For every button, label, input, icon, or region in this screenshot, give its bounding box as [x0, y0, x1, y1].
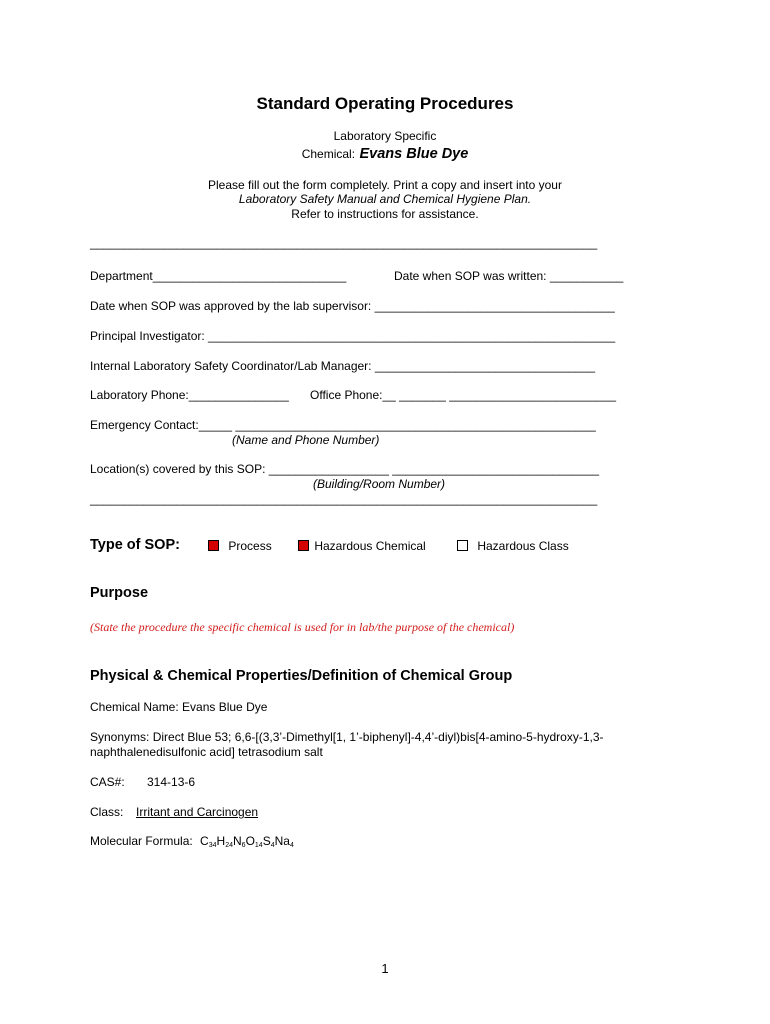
hazardous-class-label: Hazardous Class — [477, 539, 569, 553]
chemical-name: Evans Blue Dye — [359, 146, 469, 162]
location-field[interactable]: Location(s) covered by this SOP: __________________ _______________________________ — [90, 462, 600, 476]
instructions-line-2: Laboratory Safety Manual and Chemical Hygiene Plan. — [238, 192, 532, 206]
instructions-line-3: Refer to instructions for assistance. — [291, 207, 479, 221]
process-checkbox[interactable] — [208, 540, 219, 551]
department-field[interactable]: Department_____________________________ — [90, 269, 347, 283]
properties-heading: Physical & Chemical Properties/Definition of Chemical Group — [90, 668, 513, 684]
molecular-formula: $C_{34}H_{24}N_6O_{14}S_4Na_4$ — [200, 834, 294, 849]
page-title: Standard Operating Procedures — [256, 94, 514, 113]
date-written-field[interactable]: Date when SOP was written: ___________ — [394, 269, 624, 283]
page-number: 1 — [381, 961, 389, 976]
date-approved-field[interactable]: Date when SOP was approved by the lab supervisor: ____________________________________ — [90, 299, 615, 313]
lab-specific-label: Laboratory Specific — [333, 129, 437, 143]
purpose-heading: Purpose — [90, 585, 149, 601]
emergency-contact-note: (Name and Phone Number) — [232, 433, 380, 447]
process-label: Process — [228, 539, 272, 553]
molecular-formula-line — [90, 834, 294, 849]
hazardous-chemical-checkbox[interactable] — [298, 540, 309, 551]
chemical-label: Chemical: — [301, 147, 356, 161]
emergency-contact-field[interactable]: Emergency Contact:_____ ______________________________________________________ — [90, 418, 596, 432]
purpose-text: (State the procedure the specific chemical is used for in lab/the purpose of the chemical) — [90, 620, 515, 634]
cas-label: CAS#: — [90, 775, 125, 789]
sop-type-label: Type of SOP: — [90, 537, 180, 553]
office-phone-field[interactable]: Office Phone:__ _______ _________________________ — [310, 388, 617, 402]
sop-option-process[interactable] — [208, 539, 272, 553]
principal-investigator-field[interactable]: Principal Investigator: _____________________________________________________________ — [90, 329, 616, 343]
top-rule: ____________________________________________________________________________ — [90, 236, 598, 250]
formula-label: Molecular Formula: — [90, 834, 193, 848]
location-note: (Building/Room Number) — [313, 477, 446, 491]
synonyms-line-1: Synonyms: Direct Blue 53; 6,6-[(3,3’-Dimethyl[1, 1’-biphenyl]-4,4’-diyl)bis[4-amino-5-hydroxy-1,3- — [90, 730, 604, 744]
synonyms-line-2: naphthalenedisulfonic acid] tetrasodium salt — [90, 745, 323, 759]
class-value: Irritant and Carcinogen — [136, 805, 259, 819]
chemical-line — [0, 145, 770, 163]
hazardous-chemical-label: Hazardous Chemical — [314, 539, 426, 553]
cas-value: 314-13-6 — [147, 775, 196, 789]
instructions-line-1: Please fill out the form completely. Print a copy and insert into your — [208, 178, 562, 192]
safety-coordinator-field[interactable]: Internal Laboratory Safety Coordinator/Lab Manager: _________________________________ — [90, 359, 596, 373]
sop-option-hazardous-class[interactable] — [457, 539, 569, 553]
bottom-rule: ____________________________________________________________________________ — [90, 492, 598, 506]
hazardous-class-checkbox[interactable] — [457, 540, 468, 551]
class-label: Class: — [90, 805, 124, 819]
sop-option-hazardous-chemical[interactable] — [298, 539, 426, 553]
lab-phone-field[interactable]: Laboratory Phone:_______________ — [90, 388, 289, 402]
chemical-name-line: Chemical Name: Evans Blue Dye — [90, 700, 268, 714]
